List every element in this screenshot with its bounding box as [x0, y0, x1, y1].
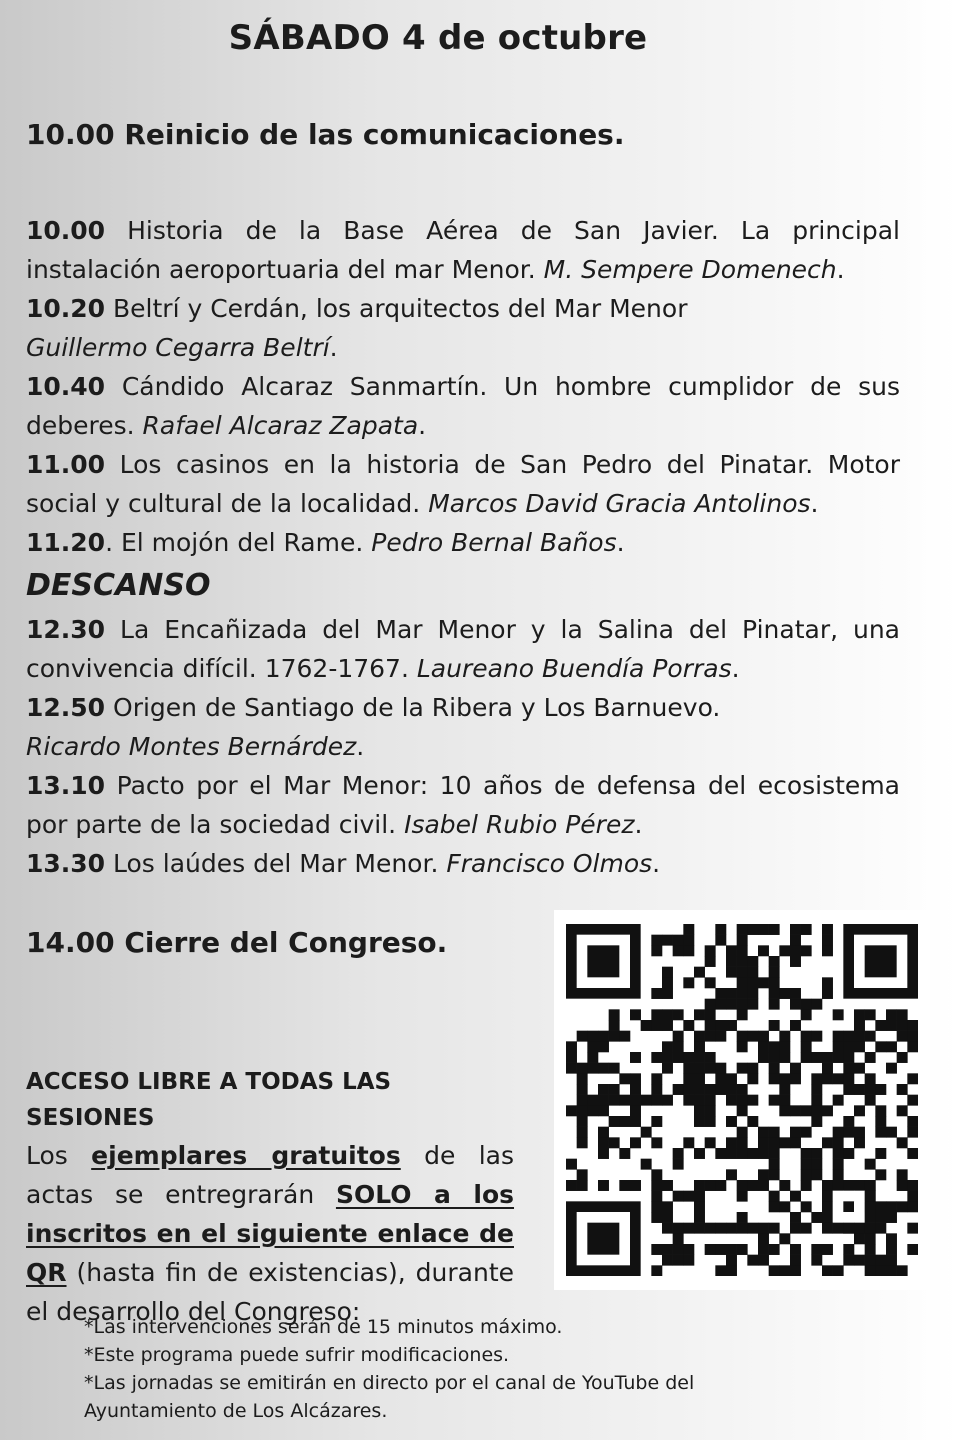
footnote: *Las jornadas se emitirán en directo por el canal de YouTube del [84, 1372, 695, 1394]
footnotes [84, 1313, 694, 1425]
access-heading: ACCESO LIBRE A TODAS LAS SESIONES [26, 1069, 392, 1131]
talk-item: 13.30 Los laúdes del Mar Menor. Francisco Olmos. [26, 849, 661, 878]
session-start: 10.00 Reinicio de las comunicaciones. [26, 118, 625, 151]
talk-item: 10.40 Cándido Alcaraz Sanmartín. Un hombre cumplidor de sus deberes. Rafael Alcaraz Zapata. [26, 372, 900, 440]
footnote: *Este programa puede sufrir modificaciones. [84, 1344, 510, 1366]
talks-morning [26, 211, 900, 562]
talk-item: 10.00 Historia de la Base Aérea de San Javier. La principal instalación aeroportuaria del mar Menor. M. Sempere Domenech. [26, 216, 900, 284]
access-info [26, 1064, 514, 1331]
access-text: Los ejemplares gratuitos de las actas se entregrarán SOLO a los inscritos en el siguiente enlace de QR (hasta fin de existencias), durante el desarrollo del Congreso: [26, 1141, 515, 1326]
talk-item: 11.20. El mojón del Rame. Pedro Bernal Baños. [26, 528, 625, 557]
talk-item: 12.30 La Encañizada del Mar Menor y la Salina del Pinatar, una convivencia difícil. 1762-1767. Laureano Buendía Porras. [26, 615, 900, 683]
talk-item: 13.10 Pacto por el Mar Menor: 10 años de defensa del ecosistema por parte de la sociedad civil. Isabel Rubio Pérez. [26, 771, 900, 839]
program-list [26, 211, 900, 883]
talks-midday [26, 610, 900, 883]
day-title: SÁBADO 4 de octubre [228, 18, 648, 58]
qr-code-icon-graphic [566, 924, 918, 1276]
talk-item: 10.20 Beltrí y Cerdán, los arquitectos del Mar Menor Guillermo Cegarra Beltrí. [26, 294, 688, 362]
break-label: DESCANSO [26, 568, 211, 603]
talk-item: 11.00 Los casinos en la historia de San Pedro del Pinatar. Motor social y cultural de la localidad. Marcos David Gracia Antolinos. [26, 450, 900, 518]
session-end: 14.00 Cierre del Congreso. [26, 926, 448, 959]
footnote: Ayuntamiento de Los Alcázares. [84, 1400, 388, 1422]
footnote: *Las intervenciones serán de 15 minutos máximo. [84, 1316, 563, 1338]
qr-code-icon[interactable] [554, 910, 930, 1290]
talk-item: 12.50 Origen de Santiago de la Ribera y Los Barnuevo. Ricardo Montes Bernárdez. [26, 693, 721, 761]
